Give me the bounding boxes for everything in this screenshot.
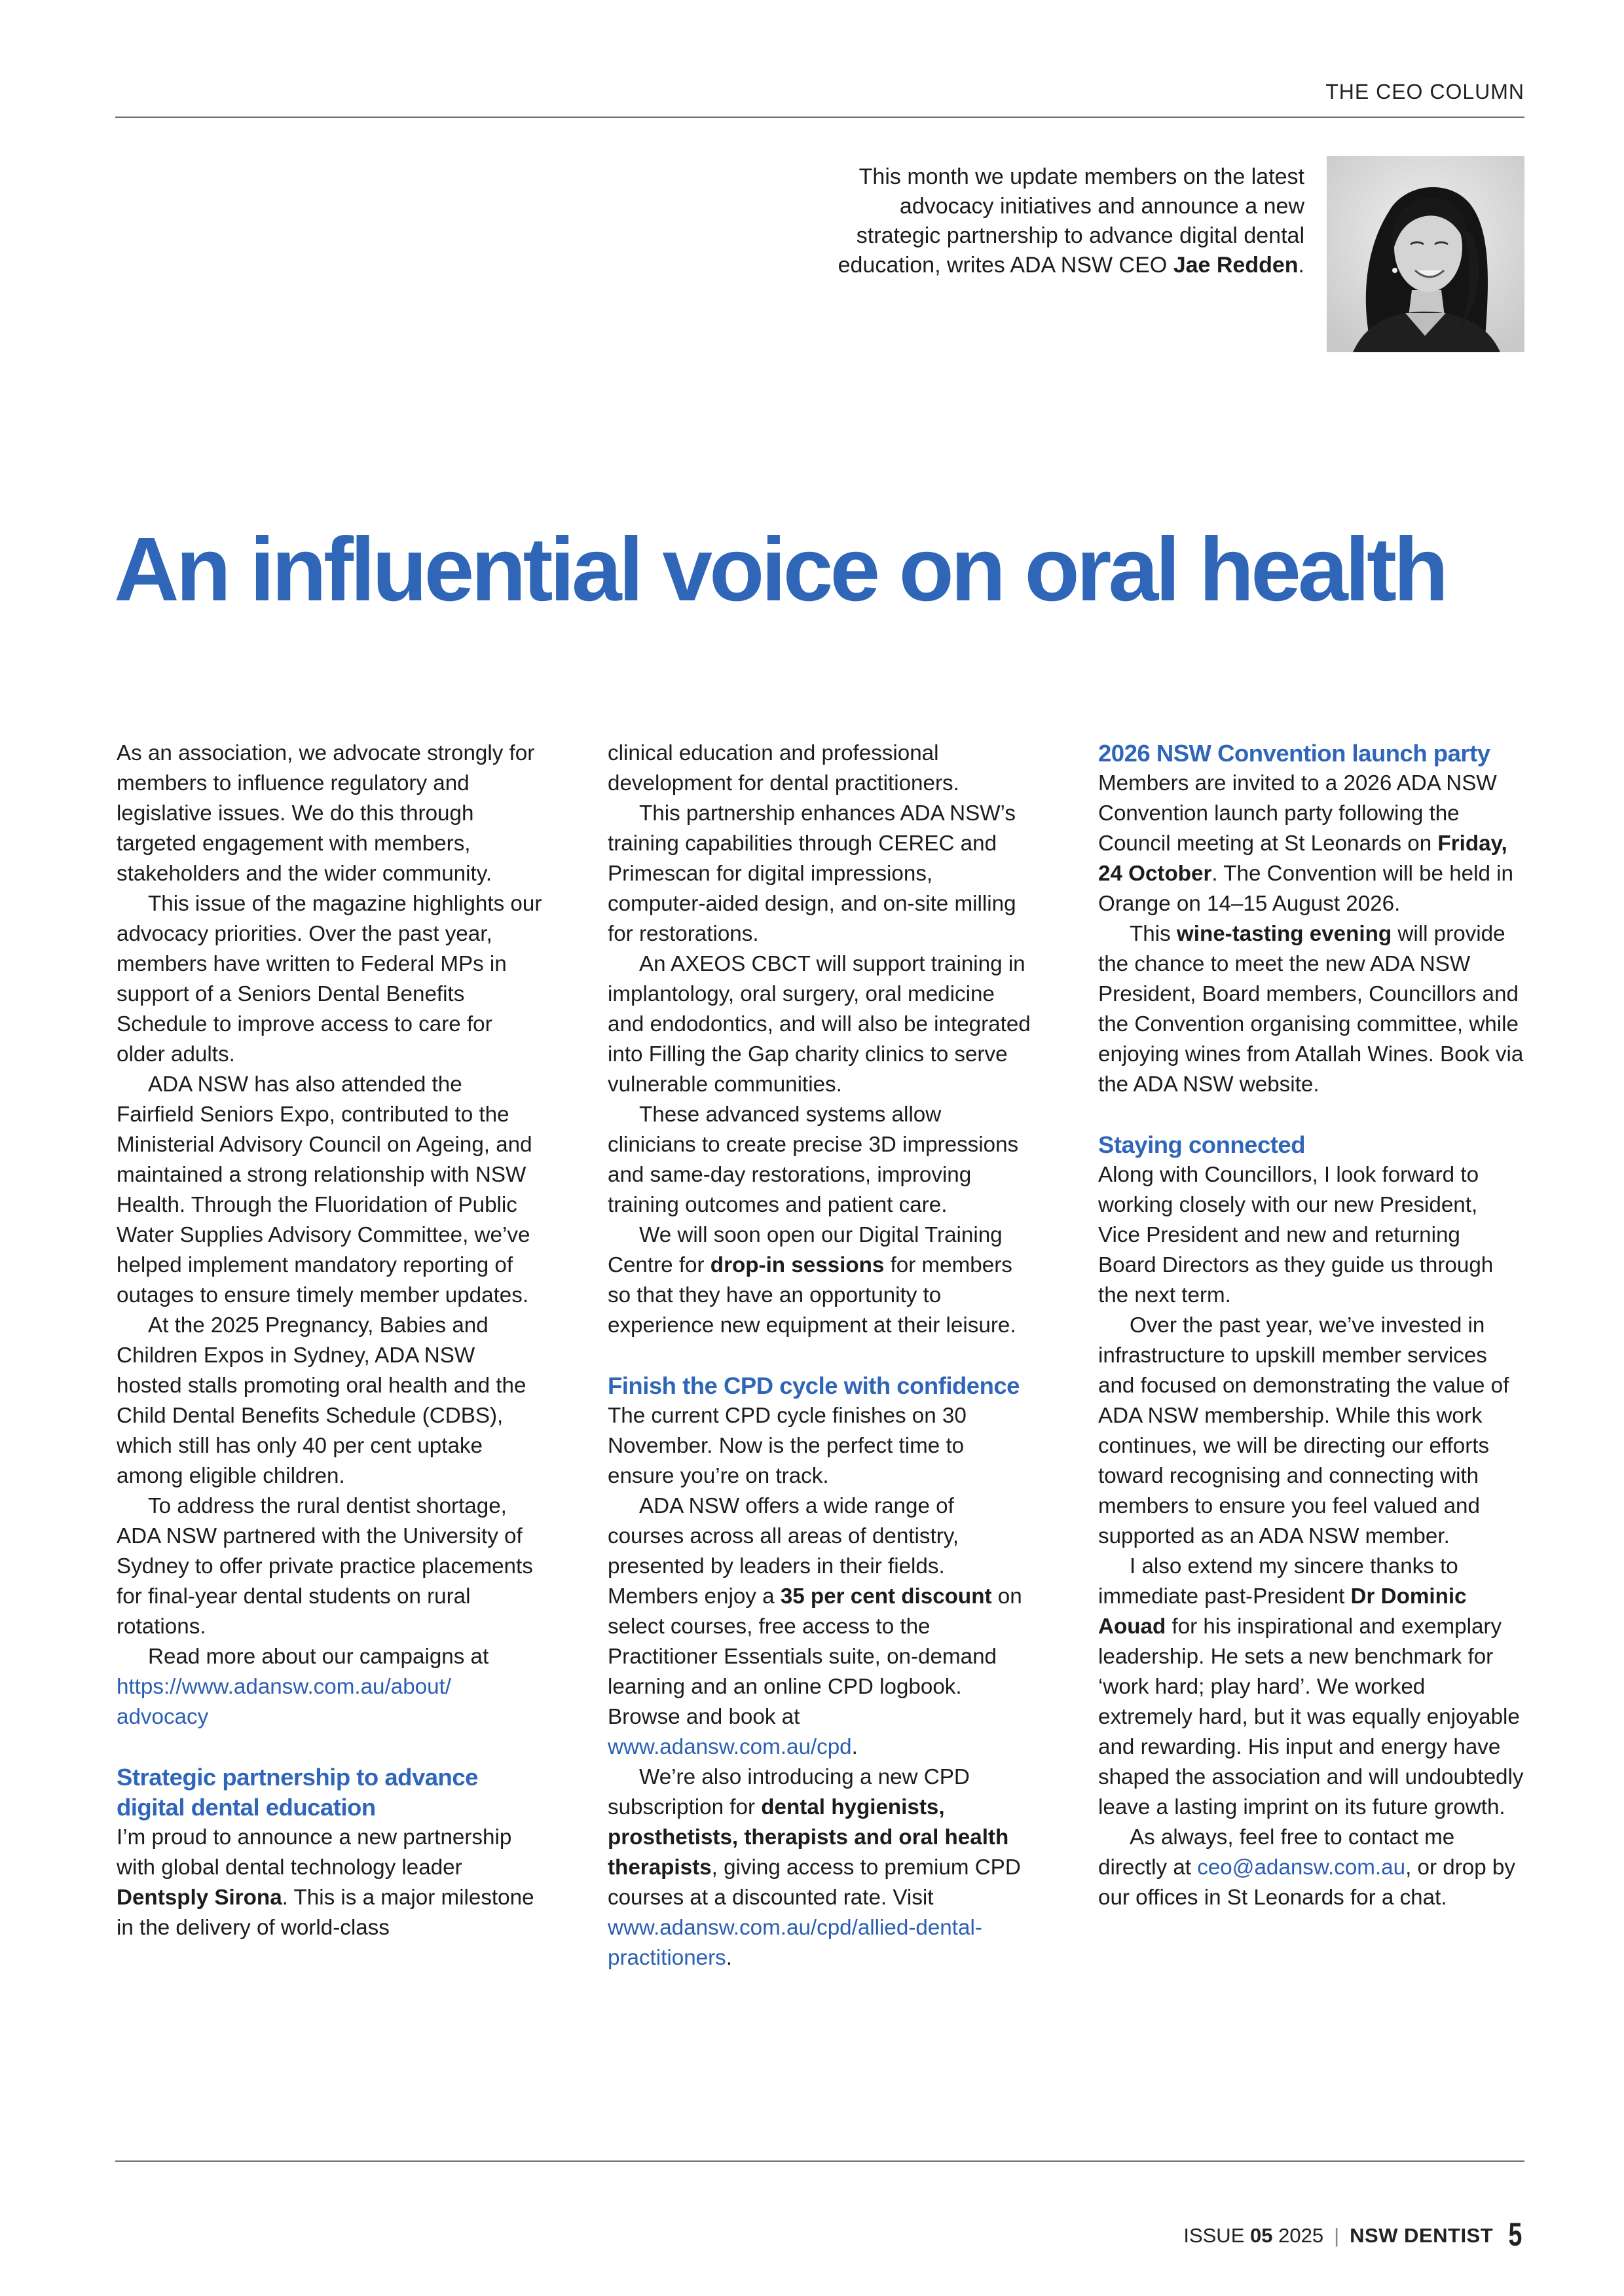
bold-text: wine-tasting evening [1176, 922, 1392, 946]
subheading-strategic-partnership: Strategic partnership to advance digital dental education [117, 1764, 478, 1821]
paragraph-advocacy-link [117, 1642, 542, 1732]
top-divider [115, 117, 1524, 118]
column-1 [117, 738, 542, 1943]
paragraph: These advanced systems allow clinicians to create precise 3D impressions and same-day restorations, improving training outcomes and patient care. [608, 1102, 1019, 1217]
issue-number: 05 [1250, 2224, 1273, 2247]
text-run: , giving access to premium CPD courses at a discounted rate. Visit [608, 1855, 1021, 1910]
author-portrait [1327, 156, 1524, 352]
paragraph [1098, 1823, 1524, 1913]
paragraph [608, 1491, 1033, 1762]
standfirst-line-1: This month we update members on the latest [858, 164, 1304, 189]
issue-label: ISSUE [1183, 2224, 1250, 2247]
subheading-cpd: Finish the CPD cycle with confidence [608, 1372, 1020, 1399]
standfirst-period: . [1298, 253, 1304, 278]
allied-dental-link[interactable]: www.adansw.com.au/cpd/allied-dental-practitioners [608, 1916, 982, 1970]
advocacy-link[interactable] [117, 1675, 451, 1729]
text-run: . This is a major milestone in the delivery of world-class [117, 1886, 534, 1940]
author-name: Jae Redden [1173, 253, 1299, 278]
paragraph: As an association, we advocate strongly for members to influence regulatory and legislative issues. We do this through targeted engagement with members, stakeholders and the wider community. [117, 741, 535, 886]
issue-year: 2025 [1272, 2224, 1324, 2247]
text-run: As always, feel free to contact me directly at [1098, 1825, 1455, 1880]
paragraph: clinical education and professional development for dental practitioners. [608, 741, 959, 795]
advocacy-link-part-1[interactable]: https://www.adansw.com.au/about/ [117, 1675, 452, 1699]
paragraph: The current CPD cycle finishes on 30 November. Now is the perfect time to ensure you’re on track. [608, 1404, 967, 1488]
paragraph [1098, 919, 1524, 1100]
bold-text: 35 per cent discount [780, 1584, 992, 1609]
column-2 [608, 738, 1033, 1973]
bold-text: Dentsply Sirona [117, 1886, 282, 1910]
page-number: 5 [1508, 2216, 1522, 2253]
bold-text: drop-in sessions [710, 1253, 885, 1277]
magazine-name: NSW DENTIST [1350, 2224, 1494, 2247]
paragraph: Along with Councillors, I look forward to working closely with our new President, Vice President and new and returning Board Directors as they guide us through the next term. [1098, 1163, 1494, 1307]
paragraph: At the 2025 Pregnancy, Babies and Children Expos in Sydney, ADA NSW hosted stalls promoting oral health and the Child Dental Benefits Schedule (CDBS), which still has only 40 per cent uptake among eligible children. [117, 1313, 526, 1488]
text-run: We will soon open our Digital Training Centre for [608, 1223, 1003, 1277]
ceo-email-link[interactable]: ceo@adansw.com.au [1197, 1855, 1406, 1880]
paragraph [608, 1220, 1033, 1341]
text-run: This [1130, 922, 1177, 946]
paragraph: To address the rural dentist shortage, ADA NSW partnered with the University of Sydney to offer private practice placements for final-year dental students on rural rotations. [117, 1494, 533, 1639]
text-run: on select courses, free access to the Practitioner Essentials suite, on-demand learning and an online CPD logbook. Browse and book at [608, 1584, 1022, 1729]
cpd-link[interactable]: www.adansw.com.au/cpd [608, 1735, 852, 1759]
column-3 [1098, 738, 1524, 1913]
text-run: . The Convention will be held in Orange on 14–15 August 2026. [1098, 862, 1513, 916]
text-run: I’m proud to announce a new partnership with global dental technology leader [117, 1825, 512, 1880]
bold-text: Dr Dominic Aouad [1098, 1584, 1467, 1639]
section-label: THE CEO COLUMN [1325, 80, 1524, 103]
text-run: . [851, 1735, 858, 1759]
paragraph [608, 1762, 1033, 1973]
text-run: , or drop by our offices in St Leonards for a chat. [1098, 1855, 1515, 1910]
paragraph: Over the past year, we’ve invested in infrastructure to upskill member services and focused on demonstrating the value of ADA NSW membership. While this work continues, we will be directing our efforts toward recognising and connecting with members to ensure you feel valued and supported as an ADA NSW member. [1098, 1313, 1509, 1548]
text-run: I also extend my sincere thanks to immediate past-President [1098, 1554, 1458, 1609]
paragraph [117, 1823, 542, 1943]
standfirst-line-2: advocacy initiatives and announce a new [899, 194, 1304, 219]
page-footer [1183, 2215, 1524, 2253]
text-run: for members so that they have an opportunity to experience new equipment at their leisure. [608, 1253, 1016, 1338]
text-run: Members are invited to a 2026 ADA NSW Convention launch party following the Council meeting at St Leonards on [1098, 771, 1497, 856]
bold-text: Friday, 24 October [1098, 831, 1507, 886]
paragraph: This issue of the magazine highlights our advocacy priorities. Over the past year, members have written to Federal MPs in support of a Seniors Dental Benefits Schedule to improve access to care for older adults. [117, 892, 542, 1066]
paragraph [1098, 769, 1524, 919]
bottom-divider [115, 2160, 1524, 2162]
text-run: ADA NSW offers a wide range of courses across all areas of dentistry, presented by leaders in their fields. Members enjoy a [608, 1494, 959, 1609]
paragraph: An AXEOS CBCT will support training in implantology, oral surgery, oral medicine and endodontics, and will also be integrated into Filling the Gap charity clinics to serve vulnerable communities. [608, 952, 1031, 1097]
footer-separator: | [1334, 2224, 1340, 2247]
text-run: for his inspirational and exemplary leadership. He sets a new benchmark for ‘work hard; play hard’. We worked extremely hard, but it was equally enjoyable and rewarding. His input and energy have shaped the association and will undoubtedly leave a lasting imprint on its future growth. [1098, 1614, 1524, 1819]
standfirst-line-3: strategic partnership to advance digital dental [856, 223, 1304, 248]
text-run: will provide the chance to meet the new ADA NSW President, Board members, Councillors and the Convention organising committee, while enjoying wines from Atallah Wines. Book via the ADA NSW website. [1098, 922, 1524, 1097]
text-run: . [726, 1946, 732, 1970]
subheading-launch-party: 2026 NSW Convention launch party [1098, 740, 1490, 767]
bold-text: dental hygienists, prosthetists, therapists and oral health therapists [608, 1795, 1009, 1880]
paragraph: ADA NSW has also attended the Fairfield Seniors Expo, contributed to the Ministerial Advisory Council on Ageing, and maintained a strong relationship with NSW Health. Through the Fluoridation of Public Water Supplies Advisory Committee, we’ve helped implement mandatory reporting of outages to ensure timely member updates. [117, 1072, 532, 1307]
subheading-staying-connected: Staying connected [1098, 1131, 1306, 1158]
headline: An influential voice on oral health [114, 519, 1446, 620]
standfirst [720, 162, 1304, 280]
portrait-illustration [1327, 156, 1524, 352]
text-run: We’re also introducing a new CPD subscription for [608, 1765, 970, 1819]
advocacy-link-part-2[interactable]: advocacy [117, 1705, 209, 1729]
link-intro-text: Read more about our campaigns at [148, 1645, 489, 1669]
paragraph: This partnership enhances ADA NSW’s training capabilities through CEREC and Primescan for digital impressions, computer-aided design, and on-site milling for restorations. [608, 801, 1016, 946]
standfirst-line-4: education, writes ADA NSW CEO [838, 253, 1173, 278]
paragraph [1098, 1552, 1524, 1823]
